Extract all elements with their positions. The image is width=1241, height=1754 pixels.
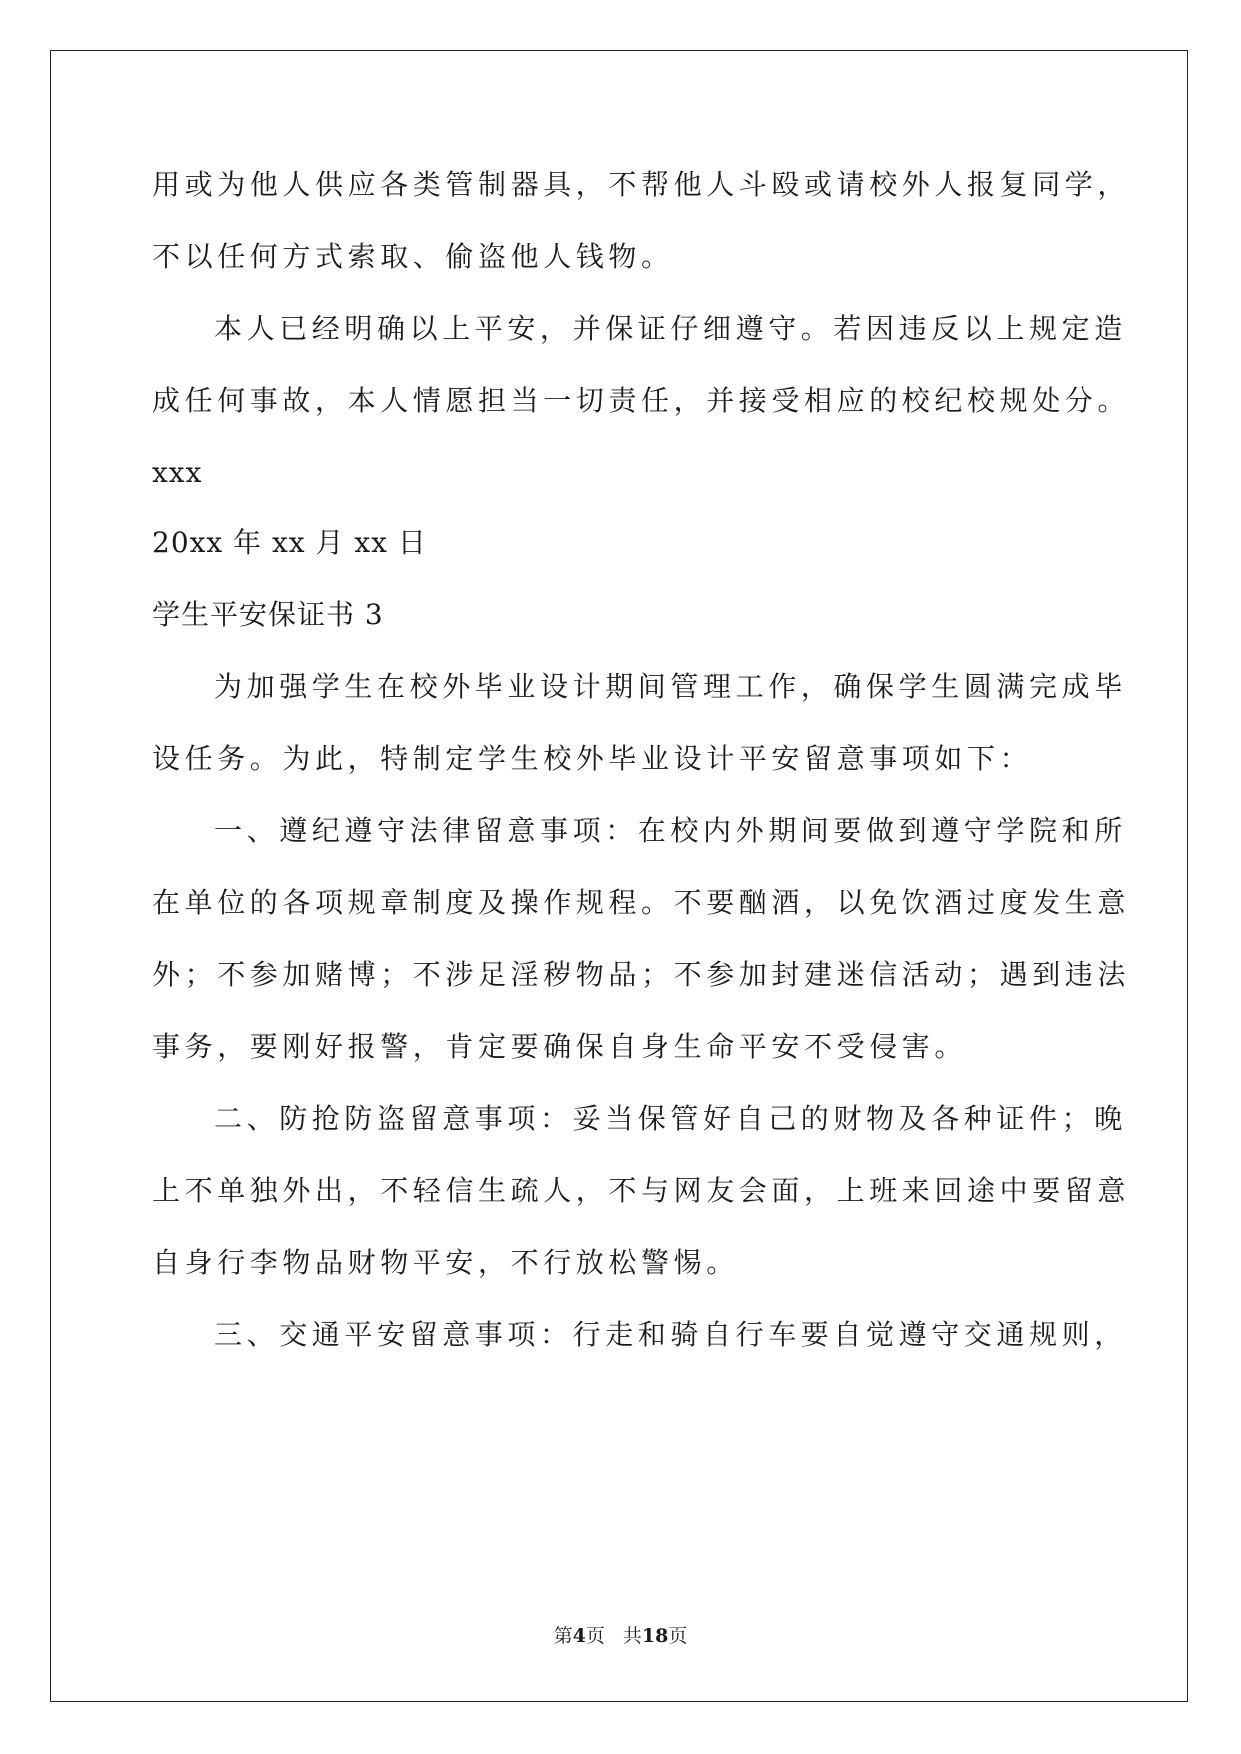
footer-total-suffix: 页 [668,1625,688,1647]
page-border [50,50,1188,1702]
text-line: 在单位的各项规章制度及操作规程。不要酗酒，以免饮酒过度发生意 [152,886,1131,919]
paragraph-start: 二、防抢防盗留意事项：妥当保管好自己的财物及各种证件；晚 [214,1102,1127,1135]
page-footer [0,1621,1241,1648]
footer-page-word: 页 [585,1625,605,1647]
text-line: 事务，要刚好报警，肯定要确保自身生命平安不受侵害。 [152,1030,968,1063]
signature-name: xxx [152,456,203,489]
text-line: 不以任何方式索取、偷盗他人钱物。 [152,240,674,273]
text-line: 成任何事故，本人情愿担当一切责任，并接受相应的校纪校规处分。 [152,384,1131,417]
text-line: 用或为他人供应各类管制器具，不帮他人斗殴或请校外人报复同学， [152,168,1131,201]
paragraph-start: 为加强学生在校外毕业设计期间管理工作，确保学生圆满完成毕 [214,670,1127,703]
paragraph-start: 本人已经明确以上平安，并保证仔细遵守。若因违反以上规定造 [214,312,1127,345]
paragraph-start: 一、遵纪遵守法律留意事项：在校内外期间要做到遵守学院和所 [214,814,1127,847]
section-title: 学生平安保证书 3 [152,598,384,631]
signature-date: 20xx 年 xx 月 xx 日 [152,526,427,559]
text-line: 设任务。为此，特制定学生校外毕业设计平安留意事项如下： [152,742,1033,775]
paragraph-start: 三、交通平安留意事项：行走和骑自行车要自觉遵守交通规则， [214,1318,1127,1351]
total-page-number: 18 [641,1625,669,1647]
footer-prefix: 第 [553,1625,573,1647]
current-page-number: 4 [572,1625,586,1647]
text-line: 外；不参加赌博；不涉足淫秽物品；不参加封建迷信活动；遇到违法 [152,958,1131,991]
footer-total-prefix: 共 [622,1625,642,1647]
text-line: 上不单独外出，不轻信生疏人，不与网友会面，上班来回途中要留意 [152,1174,1131,1207]
text-line: 自身行李物品财物平安，不行放松警惕。 [152,1246,739,1279]
